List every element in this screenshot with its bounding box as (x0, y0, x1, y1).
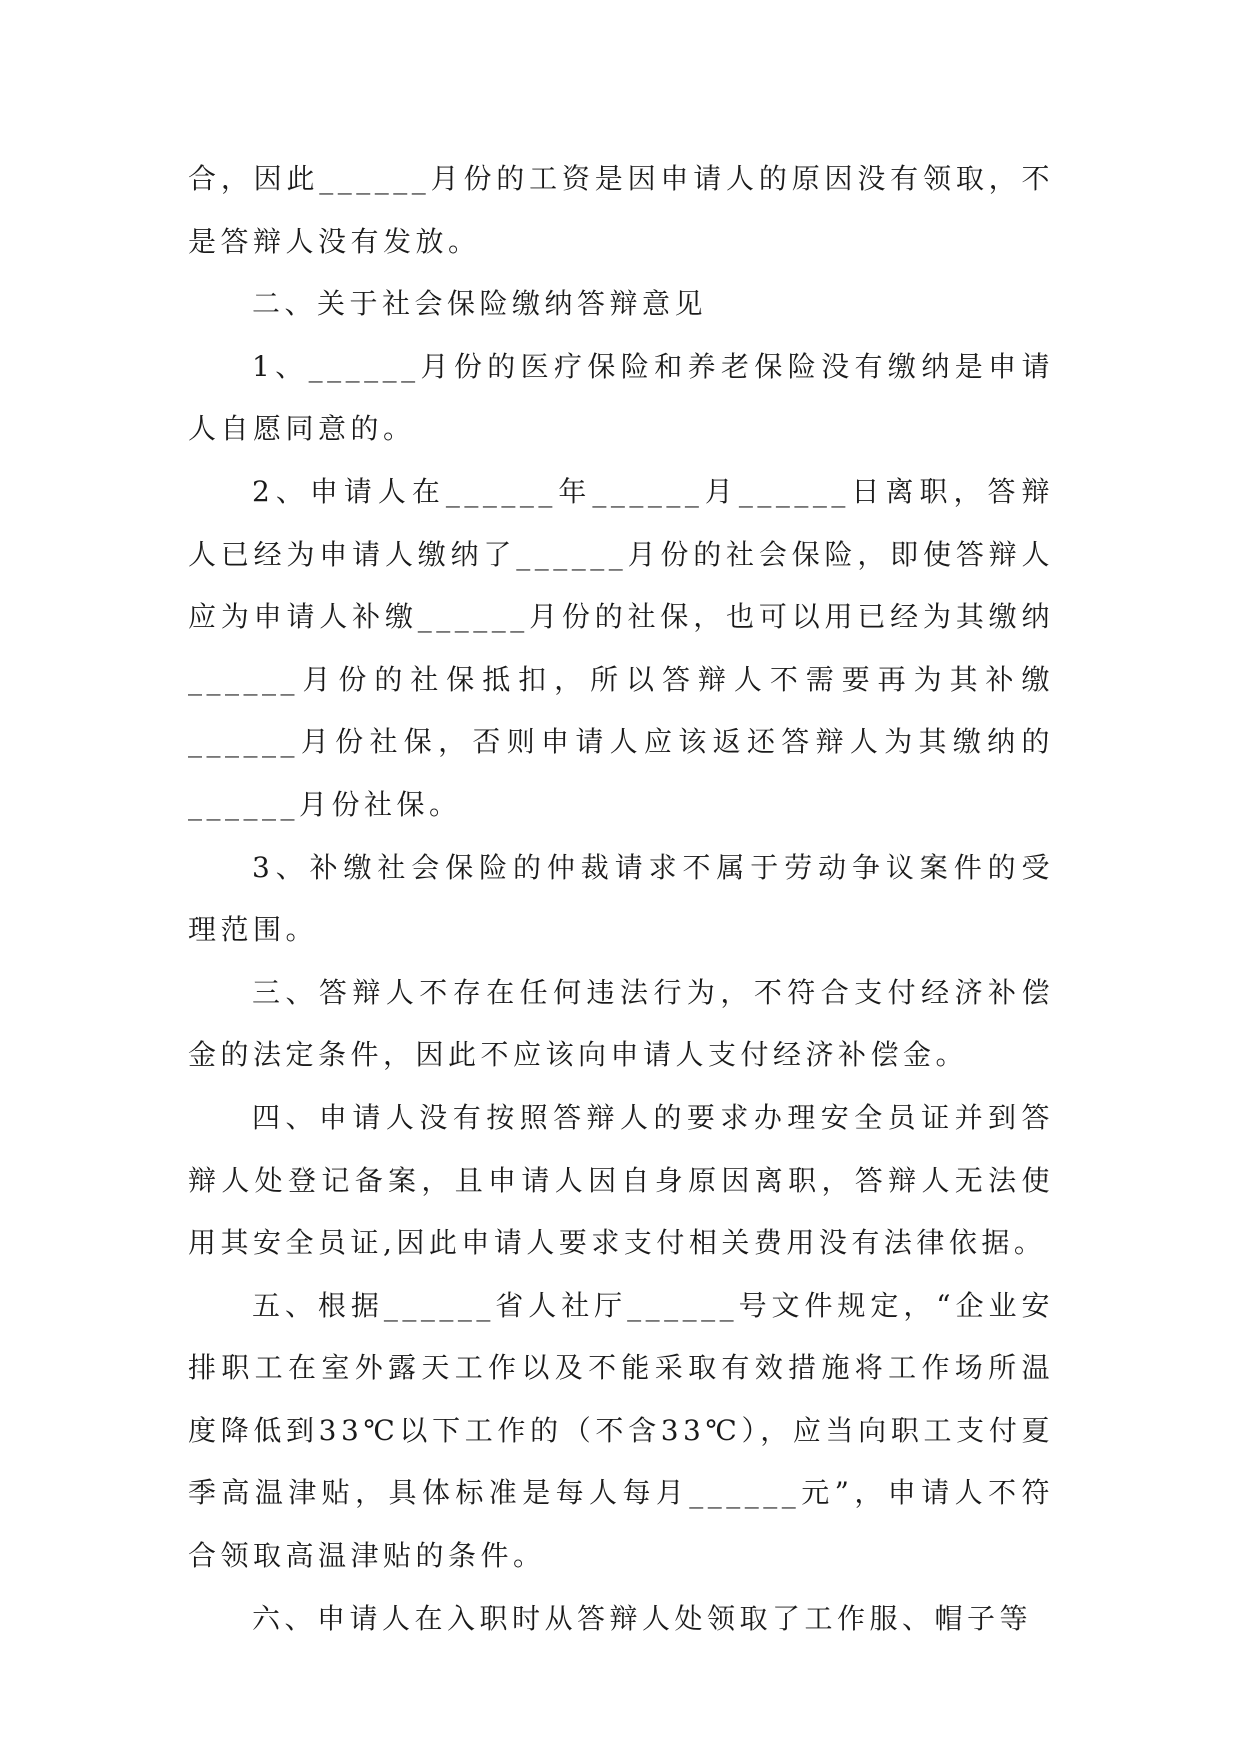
paragraph-section-6: 六、申请人在入职时从答辩人处领取了工作服、帽子等 (252, 1601, 1033, 1635)
paragraph-item-2: 2、申请人在______年______月______日离职，答辩人已经为申请人缴纳了______月份的社会保险，即使答辩人应为申请人补缴______月份的社保，也可以用已经为其缴纳______月份的社保抵扣，所以答辩人不需要再为其补缴______月份社保，否则申请人应该返还答辩人为其缴纳的______月份社保。 (188, 474, 1054, 821)
document-page (188, 148, 1054, 1650)
paragraph-item-1: 1、______月份的医疗保险和养老保险没有缴纳是申请人自愿同意的。 (188, 349, 1054, 446)
paragraph-section-4: 四、申请人没有按照答辩人的要求办理安全员证并到答辩人处登记备案，且申请人因自身原因离职，答辩人无法使用其安全员证,因此申请人要求支付相关费用没有法律依据。 (188, 1100, 1054, 1260)
paragraph-section-5: 五、根据______省人社厅______号文件规定，“企业安排职工在室外露天工作以及不能采取有效措施将工作场所温度降低到33℃以下工作的（不含33℃），应当向职工支付夏季高温津贴，具体标准是每人每月______元”，申请人不符合领取高温津贴的条件。 (188, 1288, 1054, 1573)
paragraph-continuation: 合，因此______月份的工资是因申请人的原因没有领取，不是答辩人没有发放。 (188, 162, 1054, 258)
paragraph-item-3: 3、补缴社会保险的仲裁请求不属于劳动争议案件的受理范围。 (188, 850, 1054, 947)
section-heading-social-insurance: 二、关于社会保险缴纳答辩意见 (252, 287, 708, 321)
paragraph-section-3: 三、答辩人不存在任何违法行为，不符合支付经济补偿金的法定条件，因此不应该向申请人支付经济补偿金。 (188, 975, 1054, 1072)
